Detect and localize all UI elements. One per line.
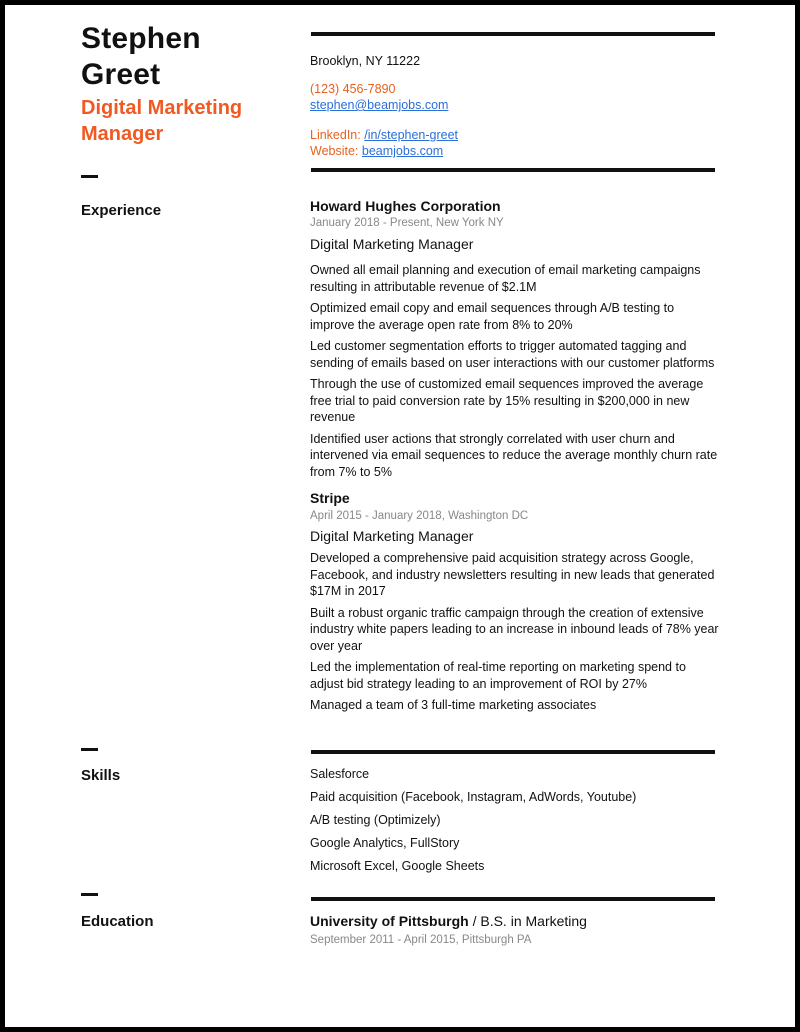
skill-item: Google Analytics, FullStory: [310, 836, 460, 850]
list-item: Led customer segmentation efforts to trigger automated tagging and sending of emails based on user interactions with our customer platforms: [310, 339, 715, 370]
job-1-company: Howard Hughes Corporation: [310, 198, 501, 214]
education-separator: /: [468, 913, 481, 929]
list-item: Through the use of customized email sequences improved the average free trial to paid conversion rate by 15% resulting in $200,000 in new revenue: [310, 377, 704, 424]
education-top-rule: [311, 897, 715, 901]
skill-item: Microsoft Excel, Google Sheets: [310, 859, 485, 873]
name-line-1: Stephen: [81, 22, 201, 55]
linkedin-label: LinkedIn:: [310, 128, 361, 142]
skills-heading: Skills: [81, 767, 121, 784]
school-name: University of Pittsburgh: [310, 913, 469, 929]
list-item: Built a robust organic traffic campaign through the creation of extensive industry white papers leading to an increase in inbound leads of 78% year over year: [310, 605, 719, 653]
education-line: [310, 913, 587, 929]
skills-divider-dash: [81, 748, 98, 751]
education-meta: September 2011 - April 2015, Pittsburgh PA: [310, 934, 532, 946]
list-item: Developed a comprehensive paid acquisition strategy across Google, Facebook, and industry newsletters resulting in new leads that generated $17M in 2017: [310, 551, 715, 598]
job-2-bullets: [310, 550, 720, 719]
job-1-role: Digital Marketing Manager: [310, 236, 474, 252]
title-line-1: Digital Marketing: [81, 97, 243, 119]
job-1-meta: January 2018 - Present, New York NY: [310, 217, 504, 229]
job-2-company: Stripe: [310, 490, 350, 506]
skill-item: Paid acquisition (Facebook, Instagram, AdWords, Youtube): [310, 790, 637, 804]
phone: (123) 456-7890: [310, 82, 396, 96]
candidate-title: [81, 95, 291, 147]
address: Brooklyn, NY 11222: [310, 54, 421, 68]
name-line-2: Greet: [81, 58, 161, 91]
website-row: [310, 143, 443, 159]
job-2-meta: April 2015 - January 2018, Washington DC: [310, 510, 529, 522]
education-divider-dash: [81, 893, 98, 896]
list-item: Led the implementation of real-time reporting on marketing spend to adjust bid strategy leading to an improvement of ROI by 27%: [310, 660, 686, 691]
linkedin-link[interactable]: /in/stephen-greet: [364, 128, 459, 142]
skills-top-rule: [311, 750, 715, 754]
email-link[interactable]: stephen@beamjobs.com: [310, 98, 449, 112]
linkedin-row: [310, 127, 458, 143]
list-item: Managed a team of 3 full-time marketing associates: [310, 698, 597, 712]
website-label: Website:: [310, 144, 359, 158]
education-heading: Education: [81, 913, 154, 930]
degree: B.S. in Marketing: [480, 913, 587, 929]
list-item: Owned all email planning and execution of email marketing campaigns resulting in attributable revenue of $2.1M: [310, 263, 701, 294]
candidate-name: [81, 21, 281, 93]
skill-item: Salesforce: [310, 767, 370, 781]
header-divider-dash: [81, 175, 98, 178]
experience-top-rule: [311, 168, 715, 172]
contact-top-rule: [311, 32, 715, 36]
list-item: Identified user actions that strongly correlated with user churn and intervened via email sequences to reduce the average monthly churn rate from 7% to 5%: [310, 431, 718, 479]
job-1-bullets: [310, 262, 720, 485]
skill-item: A/B testing (Optimizely): [310, 813, 441, 827]
website-link[interactable]: beamjobs.com: [361, 144, 444, 158]
list-item: Optimized email copy and email sequences through A/B testing to improve the average open rate from 8% to 20%: [310, 301, 675, 332]
resume-page: [5, 5, 795, 1027]
experience-heading: Experience: [81, 202, 162, 219]
job-2-role: Digital Marketing Manager: [310, 528, 474, 544]
title-line-2: Manager: [81, 123, 164, 145]
